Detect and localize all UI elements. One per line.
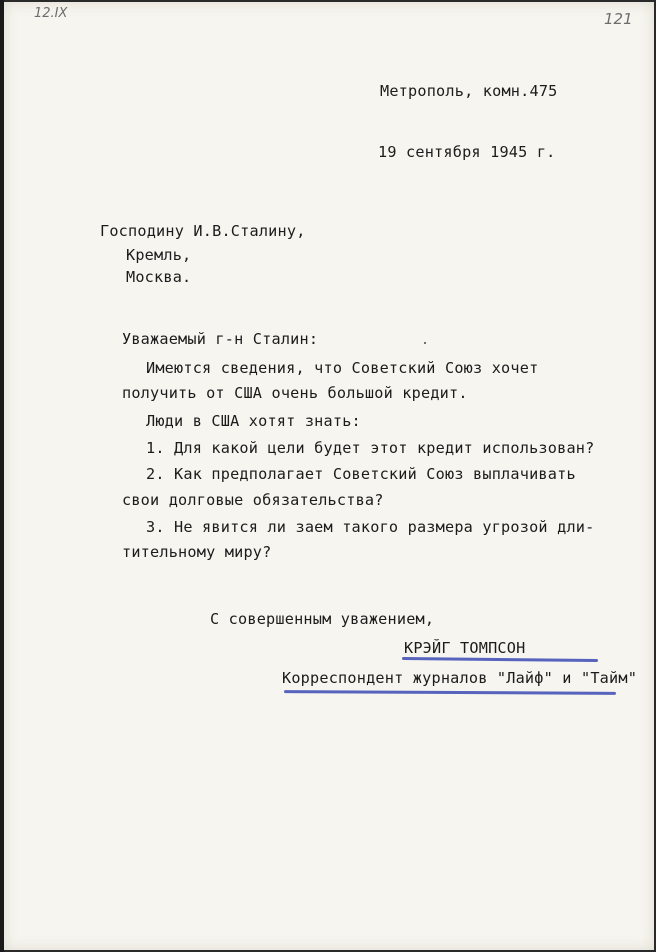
signer-title-underline <box>284 690 616 695</box>
recipient-city: Москва. <box>126 268 192 286</box>
question-1: 1. Для какой цели будет этот кредит использован? <box>146 439 595 457</box>
recipient-location: Кремль, <box>126 246 192 264</box>
signer-name: КРЭЙГ ТОМПСОН <box>404 639 526 657</box>
closing-regards: С совершенным уважением, <box>210 610 435 628</box>
sender-address: Метрополь, комн.475 <box>380 82 558 100</box>
recipient-name: Господину И.В.Сталину, <box>100 222 306 240</box>
archive-page-number: 121 <box>604 10 633 28</box>
paragraph-1-line-2: получить от США очень большой кредит. <box>122 384 468 402</box>
archive-mark-left: 12.IX <box>34 6 68 21</box>
signer-name-underline <box>402 657 598 662</box>
signer-title: Корреспондент журналов "Лайф" и "Тайм" <box>282 669 638 687</box>
salutation: Уважаемый г-н Сталин: <box>122 330 319 348</box>
question-3-line-1: 3. Не явится ли заем такого размера угрозой дли- <box>146 518 595 536</box>
stray-mark <box>424 342 426 344</box>
paragraph-1-line-1: Имеются сведения, что Советский Союз хочет <box>146 359 539 377</box>
question-3-line-2: тительному миру? <box>122 543 272 561</box>
letter-page <box>4 2 654 950</box>
question-2-line-1: 2. Как предполагает Советский Союз выплачивать <box>146 465 576 483</box>
letter-date: 19 сентября 1945 г. <box>378 143 556 161</box>
question-2-line-2: свои долговые обязательства? <box>122 491 384 509</box>
paragraph-2: Люди в США хотят знать: <box>146 412 361 430</box>
